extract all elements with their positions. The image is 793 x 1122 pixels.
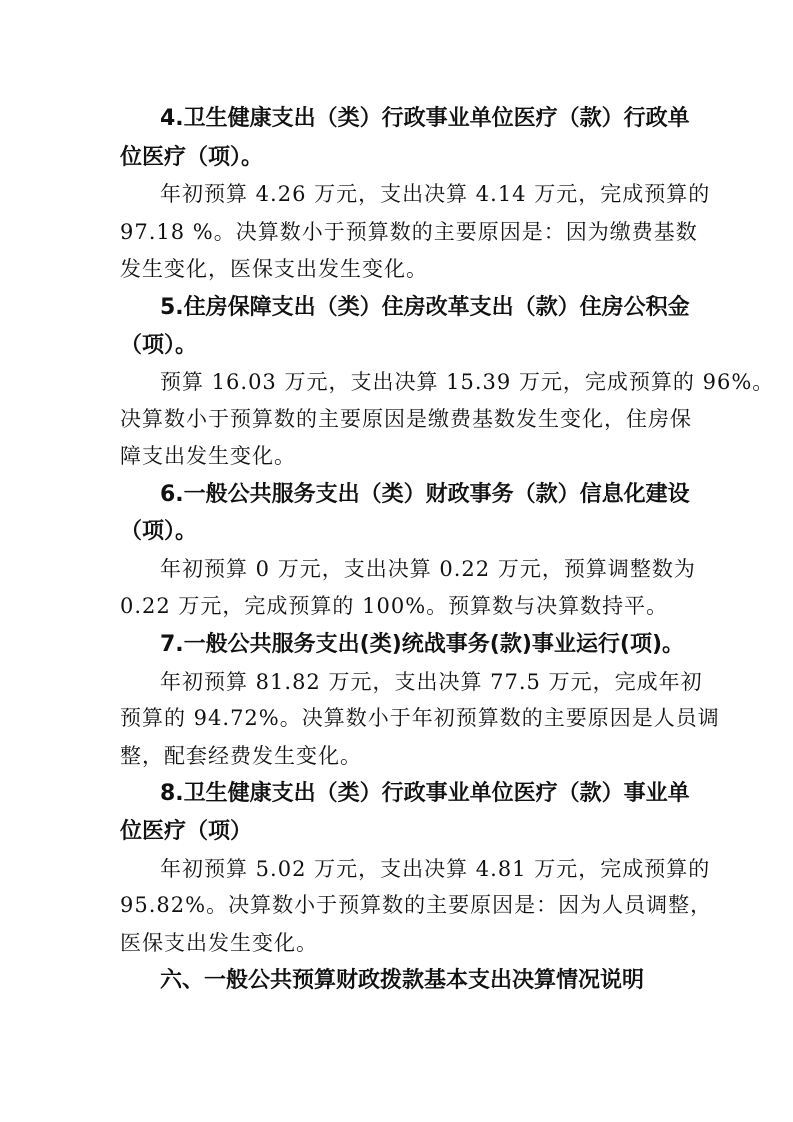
- section-heading-4-line-1: 4.卫生健康支出（类）行政事业单位医疗（款）行政单: [160, 106, 690, 131]
- paragraph-4-line-1: 年初预算 4.26 万元，支出决算 4.14 万元，完成预算的: [160, 182, 711, 206]
- section-heading-7: 7.一般公共服务支出(类)统战事务(款)事业运行(项)。: [160, 632, 684, 657]
- paragraph-5-line-3: 障支出发生变化。: [120, 444, 296, 468]
- paragraph-4-line-3: 发生变化，医保支出发生变化。: [120, 257, 428, 281]
- chapter-heading-6: 六、一般公共预算财政拨款基本支出决算情况说明: [160, 968, 645, 993]
- paragraph-7-line-2: 预算的 94.72%。决算数小于年初预算数的主要原因是人员调: [120, 706, 720, 730]
- paragraph-5-line-2: 决算数小于预算数的主要原因是缴费基数发生变化，住房保: [120, 407, 692, 431]
- section-heading-8-line-1: 8.卫生健康支出（类）行政事业单位医疗（款）事业单: [160, 781, 690, 806]
- section-heading-6-line-1: 6.一般公共服务支出（类）财政事务（款）信息化建设: [160, 482, 690, 507]
- section-heading-4-line-2: 位医疗（项）。: [120, 145, 264, 170]
- section-heading-5-line-1: 5.住房保障支出（类）住房改革支出（款）住房公积金: [160, 295, 690, 320]
- paragraph-4-line-2: 97.18 %。决算数小于预算数的主要原因是：因为缴费基数: [120, 220, 698, 244]
- paragraph-6-line-2: 0.22 万元，完成预算的 100%。预算数与决算数持平。: [120, 594, 669, 618]
- paragraph-8-line-3: 医保支出发生变化。: [120, 931, 318, 955]
- paragraph-5-line-1: 预算 16.03 万元，支出决算 15.39 万元，完成预算的 96%。: [160, 370, 775, 394]
- section-heading-5-line-2: （项）。: [120, 333, 198, 358]
- paragraph-8-line-2: 95.82%。决算数小于预算数的主要原因是：因为人员调整，: [120, 893, 713, 917]
- paragraph-7-line-3: 整，配套经费发生变化。: [120, 744, 362, 768]
- section-heading-6-line-2: （项）。: [120, 519, 198, 544]
- paragraph-6-line-1: 年初预算 0 万元，支出决算 0.22 万元，预算调整数为: [160, 557, 696, 581]
- section-heading-8-line-2: 位医疗（项）: [120, 819, 253, 844]
- paragraph-8-line-1: 年初预算 5.02 万元，支出决算 4.81 万元，完成预算的: [160, 857, 711, 881]
- paragraph-7-line-1: 年初预算 81.82 万元，支出决算 77.5 万元，完成年初: [160, 670, 703, 694]
